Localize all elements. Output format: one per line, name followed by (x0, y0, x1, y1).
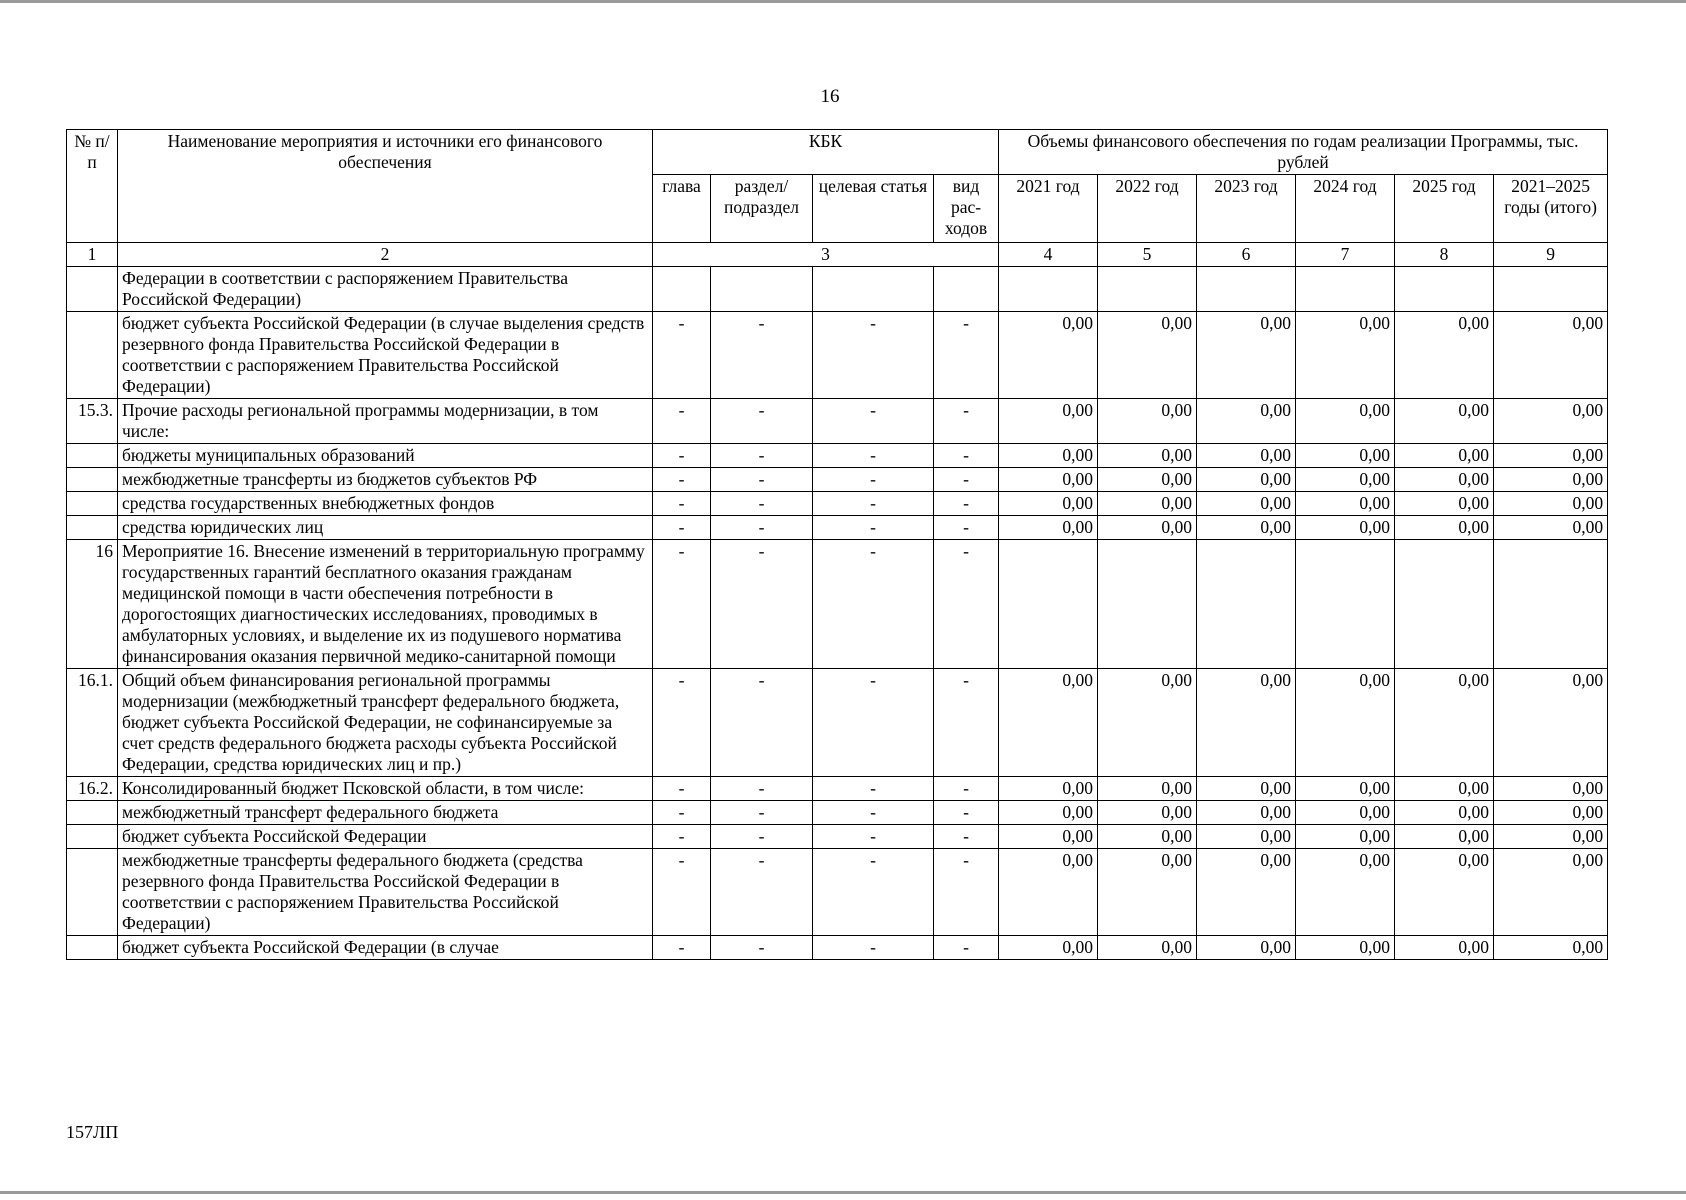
table-row (67, 267, 1608, 312)
kbk-razdel: - (711, 801, 813, 825)
value-total: 0,00 (1494, 492, 1608, 516)
value-2025: 0,00 (1395, 444, 1494, 468)
value-2022: 0,00 (1098, 936, 1197, 960)
row-index (67, 825, 118, 849)
kbk-celevaya: - (813, 849, 934, 936)
kbk-glava: - (653, 936, 711, 960)
kbk-celevaya (813, 267, 934, 312)
value-2024: 0,00 (1296, 516, 1395, 540)
value-2022: 0,00 (1098, 669, 1197, 777)
value-2023: 0,00 (1197, 777, 1296, 801)
kbk-razdel: - (711, 825, 813, 849)
value-2022: 0,00 (1098, 801, 1197, 825)
value-total: 0,00 (1494, 936, 1608, 960)
kbk-celevaya: - (813, 540, 934, 669)
colnum-8: 8 (1395, 243, 1494, 267)
value-total: 0,00 (1494, 468, 1608, 492)
value-2023: 0,00 (1197, 399, 1296, 444)
value-2021: 0,00 (999, 777, 1098, 801)
header-vid: вид рас-ходов (934, 175, 999, 243)
kbk-glava: - (653, 801, 711, 825)
value-2025: 0,00 (1395, 492, 1494, 516)
kbk-vid: - (934, 468, 999, 492)
value-2022: 0,00 (1098, 312, 1197, 399)
value-total: 0,00 (1494, 399, 1608, 444)
value-2022: 0,00 (1098, 492, 1197, 516)
table-row (67, 936, 1608, 960)
value-2022: 0,00 (1098, 516, 1197, 540)
row-name: межбюджетные трансферты федерального бюджета (средства резервного фонда Правительства Российской Федерации в соответствии с распоряжением Правительства Российской Федерации) (118, 849, 653, 936)
header-year-2024: 2024 год (1296, 175, 1395, 243)
value-2022 (1098, 540, 1197, 669)
kbk-vid: - (934, 444, 999, 468)
value-2023: 0,00 (1197, 516, 1296, 540)
header-name: Наименование мероприятия и источники его финансового обеспечения (118, 130, 653, 243)
kbk-vid: - (934, 516, 999, 540)
row-name: межбюджетный трансферт федерального бюджета (118, 801, 653, 825)
value-2023: 0,00 (1197, 468, 1296, 492)
kbk-razdel: - (711, 516, 813, 540)
footer-code: 157ЛП (66, 1122, 119, 1142)
value-total: 0,00 (1494, 312, 1608, 399)
value-2023: 0,00 (1197, 312, 1296, 399)
header-year-2021: 2021 год (999, 175, 1098, 243)
header-celevaya: целевая статья (813, 175, 934, 243)
value-2024: 0,00 (1296, 669, 1395, 777)
colnum-1: 1 (67, 243, 118, 267)
value-2025 (1395, 540, 1494, 669)
row-index: 16 (67, 540, 118, 669)
kbk-celevaya: - (813, 801, 934, 825)
value-2025: 0,00 (1395, 801, 1494, 825)
row-name: Прочие расходы региональной программы модернизации, в том числе: (118, 399, 653, 444)
value-2023: 0,00 (1197, 825, 1296, 849)
value-2024: 0,00 (1296, 312, 1395, 399)
value-2025: 0,00 (1395, 669, 1494, 777)
kbk-glava (653, 267, 711, 312)
value-2023: 0,00 (1197, 492, 1296, 516)
table-row (67, 312, 1608, 399)
kbk-celevaya: - (813, 669, 934, 777)
kbk-celevaya: - (813, 312, 934, 399)
kbk-vid: - (934, 936, 999, 960)
value-2024: 0,00 (1296, 777, 1395, 801)
table-row (67, 777, 1608, 801)
value-total (1494, 540, 1608, 669)
table-row (67, 801, 1608, 825)
header-year-total: 2021–2025 годы (итого) (1494, 175, 1608, 243)
kbk-glava: - (653, 825, 711, 849)
value-2024: 0,00 (1296, 399, 1395, 444)
table-row (67, 444, 1608, 468)
value-2024: 0,00 (1296, 801, 1395, 825)
kbk-vid: - (934, 825, 999, 849)
row-name: Консолидированный бюджет Псковской области, в том числе: (118, 777, 653, 801)
kbk-glava: - (653, 444, 711, 468)
kbk-glava: - (653, 399, 711, 444)
table-row (67, 849, 1608, 936)
value-total: 0,00 (1494, 825, 1608, 849)
kbk-vid: - (934, 312, 999, 399)
kbk-celevaya: - (813, 468, 934, 492)
colnum-2: 2 (118, 243, 653, 267)
kbk-vid: - (934, 492, 999, 516)
kbk-vid: - (934, 669, 999, 777)
kbk-razdel: - (711, 312, 813, 399)
table-row (67, 540, 1608, 669)
value-2025: 0,00 (1395, 516, 1494, 540)
colnum-6: 6 (1197, 243, 1296, 267)
table-row (67, 825, 1608, 849)
value-2023: 0,00 (1197, 936, 1296, 960)
row-index (67, 801, 118, 825)
value-2023: 0,00 (1197, 669, 1296, 777)
kbk-glava: - (653, 669, 711, 777)
value-total: 0,00 (1494, 849, 1608, 936)
row-index (67, 312, 118, 399)
kbk-glava: - (653, 849, 711, 936)
value-2022: 0,00 (1098, 777, 1197, 801)
row-name: Федерации в соответствии с распоряжением Правительства Российской Федерации) (118, 267, 653, 312)
row-name: средства государственных внебюджетных фондов (118, 492, 653, 516)
value-2021: 0,00 (999, 849, 1098, 936)
value-2021: 0,00 (999, 444, 1098, 468)
kbk-celevaya: - (813, 777, 934, 801)
header-year-2025: 2025 год (1395, 175, 1494, 243)
value-2021: 0,00 (999, 801, 1098, 825)
scan-edge-bottom (0, 1191, 1686, 1194)
kbk-glava: - (653, 468, 711, 492)
table-row (67, 468, 1608, 492)
row-name: бюджет субъекта Российской Федерации (в случае (118, 936, 653, 960)
row-name: межбюджетные трансферты из бюджетов субъектов РФ (118, 468, 653, 492)
header-year-2023: 2023 год (1197, 175, 1296, 243)
kbk-celevaya: - (813, 936, 934, 960)
value-2023 (1197, 267, 1296, 312)
kbk-vid: - (934, 849, 999, 936)
kbk-vid: - (934, 399, 999, 444)
row-name: бюджеты муниципальных образований (118, 444, 653, 468)
kbk-celevaya: - (813, 492, 934, 516)
value-2024: 0,00 (1296, 444, 1395, 468)
table-row (67, 516, 1608, 540)
value-2024: 0,00 (1296, 468, 1395, 492)
table-row (67, 399, 1608, 444)
value-2022: 0,00 (1098, 444, 1197, 468)
value-total: 0,00 (1494, 801, 1608, 825)
value-total: 0,00 (1494, 777, 1608, 801)
value-2023: 0,00 (1197, 444, 1296, 468)
kbk-razdel: - (711, 777, 813, 801)
kbk-razdel: - (711, 492, 813, 516)
value-2025: 0,00 (1395, 399, 1494, 444)
value-2023: 0,00 (1197, 849, 1296, 936)
value-2021: 0,00 (999, 492, 1098, 516)
value-2025: 0,00 (1395, 936, 1494, 960)
value-2023: 0,00 (1197, 801, 1296, 825)
value-total: 0,00 (1494, 516, 1608, 540)
row-name: средства юридических лиц (118, 516, 653, 540)
value-2022: 0,00 (1098, 825, 1197, 849)
row-name: бюджет субъекта Российской Федерации (118, 825, 653, 849)
value-2025: 0,00 (1395, 312, 1494, 399)
value-2024 (1296, 267, 1395, 312)
value-2022: 0,00 (1098, 468, 1197, 492)
value-total: 0,00 (1494, 444, 1608, 468)
value-2024: 0,00 (1296, 825, 1395, 849)
value-2021: 0,00 (999, 312, 1098, 399)
value-2022: 0,00 (1098, 849, 1197, 936)
kbk-glava: - (653, 540, 711, 669)
row-name: Мероприятие 16. Внесение изменений в территориальную программу государственных гарантий бесплатного оказания гражданам медицинской помощи в части обеспечения потребности в дорогостоящих диагностических исследованиях, проводимых в амбулаторных условиях, и выделение их из подушевого норматива финансирования оказания первичной медико-санитарной помощи (118, 540, 653, 669)
value-2024: 0,00 (1296, 936, 1395, 960)
table-row (67, 669, 1608, 777)
header-num: № п/п (67, 130, 118, 243)
row-name: бюджет субъекта Российской Федерации (в случае выделения средств резервного фонда Правительства Российской Федерации в соответствии с распоряжением Правительства Российской Федерации) (118, 312, 653, 399)
row-index (67, 849, 118, 936)
kbk-glava: - (653, 312, 711, 399)
header-glava: глава (653, 175, 711, 243)
value-2024: 0,00 (1296, 492, 1395, 516)
value-2024 (1296, 540, 1395, 669)
kbk-vid (934, 267, 999, 312)
kbk-vid: - (934, 540, 999, 669)
kbk-celevaya: - (813, 825, 934, 849)
value-2021 (999, 267, 1098, 312)
row-index: 15.3. (67, 399, 118, 444)
row-index: 16.1. (67, 669, 118, 777)
header-razdel: раздел/ подраздел (711, 175, 813, 243)
row-index (67, 444, 118, 468)
kbk-razdel: - (711, 849, 813, 936)
header-year-2022: 2022 год (1098, 175, 1197, 243)
kbk-vid: - (934, 801, 999, 825)
table-body (67, 267, 1608, 960)
scan-edge-top (0, 0, 1686, 3)
value-2021: 0,00 (999, 468, 1098, 492)
value-2025: 0,00 (1395, 468, 1494, 492)
kbk-glava: - (653, 777, 711, 801)
value-2021: 0,00 (999, 936, 1098, 960)
kbk-razdel (711, 267, 813, 312)
colnum-5: 5 (1098, 243, 1197, 267)
value-2021 (999, 540, 1098, 669)
value-2025: 0,00 (1395, 825, 1494, 849)
kbk-razdel: - (711, 399, 813, 444)
colnum-3: 3 (653, 243, 999, 267)
header-kbk: КБК (653, 130, 999, 175)
finance-table (66, 129, 1608, 960)
value-total: 0,00 (1494, 669, 1608, 777)
colnum-4: 4 (999, 243, 1098, 267)
value-2025: 0,00 (1395, 777, 1494, 801)
row-index (67, 936, 118, 960)
kbk-razdel: - (711, 444, 813, 468)
value-2022: 0,00 (1098, 399, 1197, 444)
kbk-glava: - (653, 492, 711, 516)
kbk-razdel: - (711, 669, 813, 777)
row-index: 16.2. (67, 777, 118, 801)
header-volumes: Объемы финансового обеспечения по годам реализации Программы, тыс. рублей (999, 130, 1608, 175)
value-total (1494, 267, 1608, 312)
page-number: 16 (820, 86, 840, 107)
row-index (67, 492, 118, 516)
kbk-glava: - (653, 516, 711, 540)
row-name: Общий объем финансирования региональной программы модернизации (межбюджетный трансферт федерального бюджета, бюджет субъекта Российской Федерации, не софинансируемые за счет средств федерального бюджета расходы субъекта Российской Федерации, средства юридических лиц и пр.) (118, 669, 653, 777)
value-2025 (1395, 267, 1494, 312)
value-2023 (1197, 540, 1296, 669)
kbk-razdel: - (711, 540, 813, 669)
value-2021: 0,00 (999, 825, 1098, 849)
value-2021: 0,00 (999, 516, 1098, 540)
value-2024: 0,00 (1296, 849, 1395, 936)
colnum-7: 7 (1296, 243, 1395, 267)
value-2021: 0,00 (999, 669, 1098, 777)
kbk-razdel: - (711, 468, 813, 492)
kbk-celevaya: - (813, 444, 934, 468)
kbk-celevaya: - (813, 516, 934, 540)
kbk-celevaya: - (813, 399, 934, 444)
table-row (67, 492, 1608, 516)
kbk-razdel: - (711, 936, 813, 960)
row-index (67, 468, 118, 492)
value-2021: 0,00 (999, 399, 1098, 444)
value-2022 (1098, 267, 1197, 312)
kbk-vid: - (934, 777, 999, 801)
row-index (67, 267, 118, 312)
colnum-9: 9 (1494, 243, 1608, 267)
row-index (67, 516, 118, 540)
value-2025: 0,00 (1395, 849, 1494, 936)
